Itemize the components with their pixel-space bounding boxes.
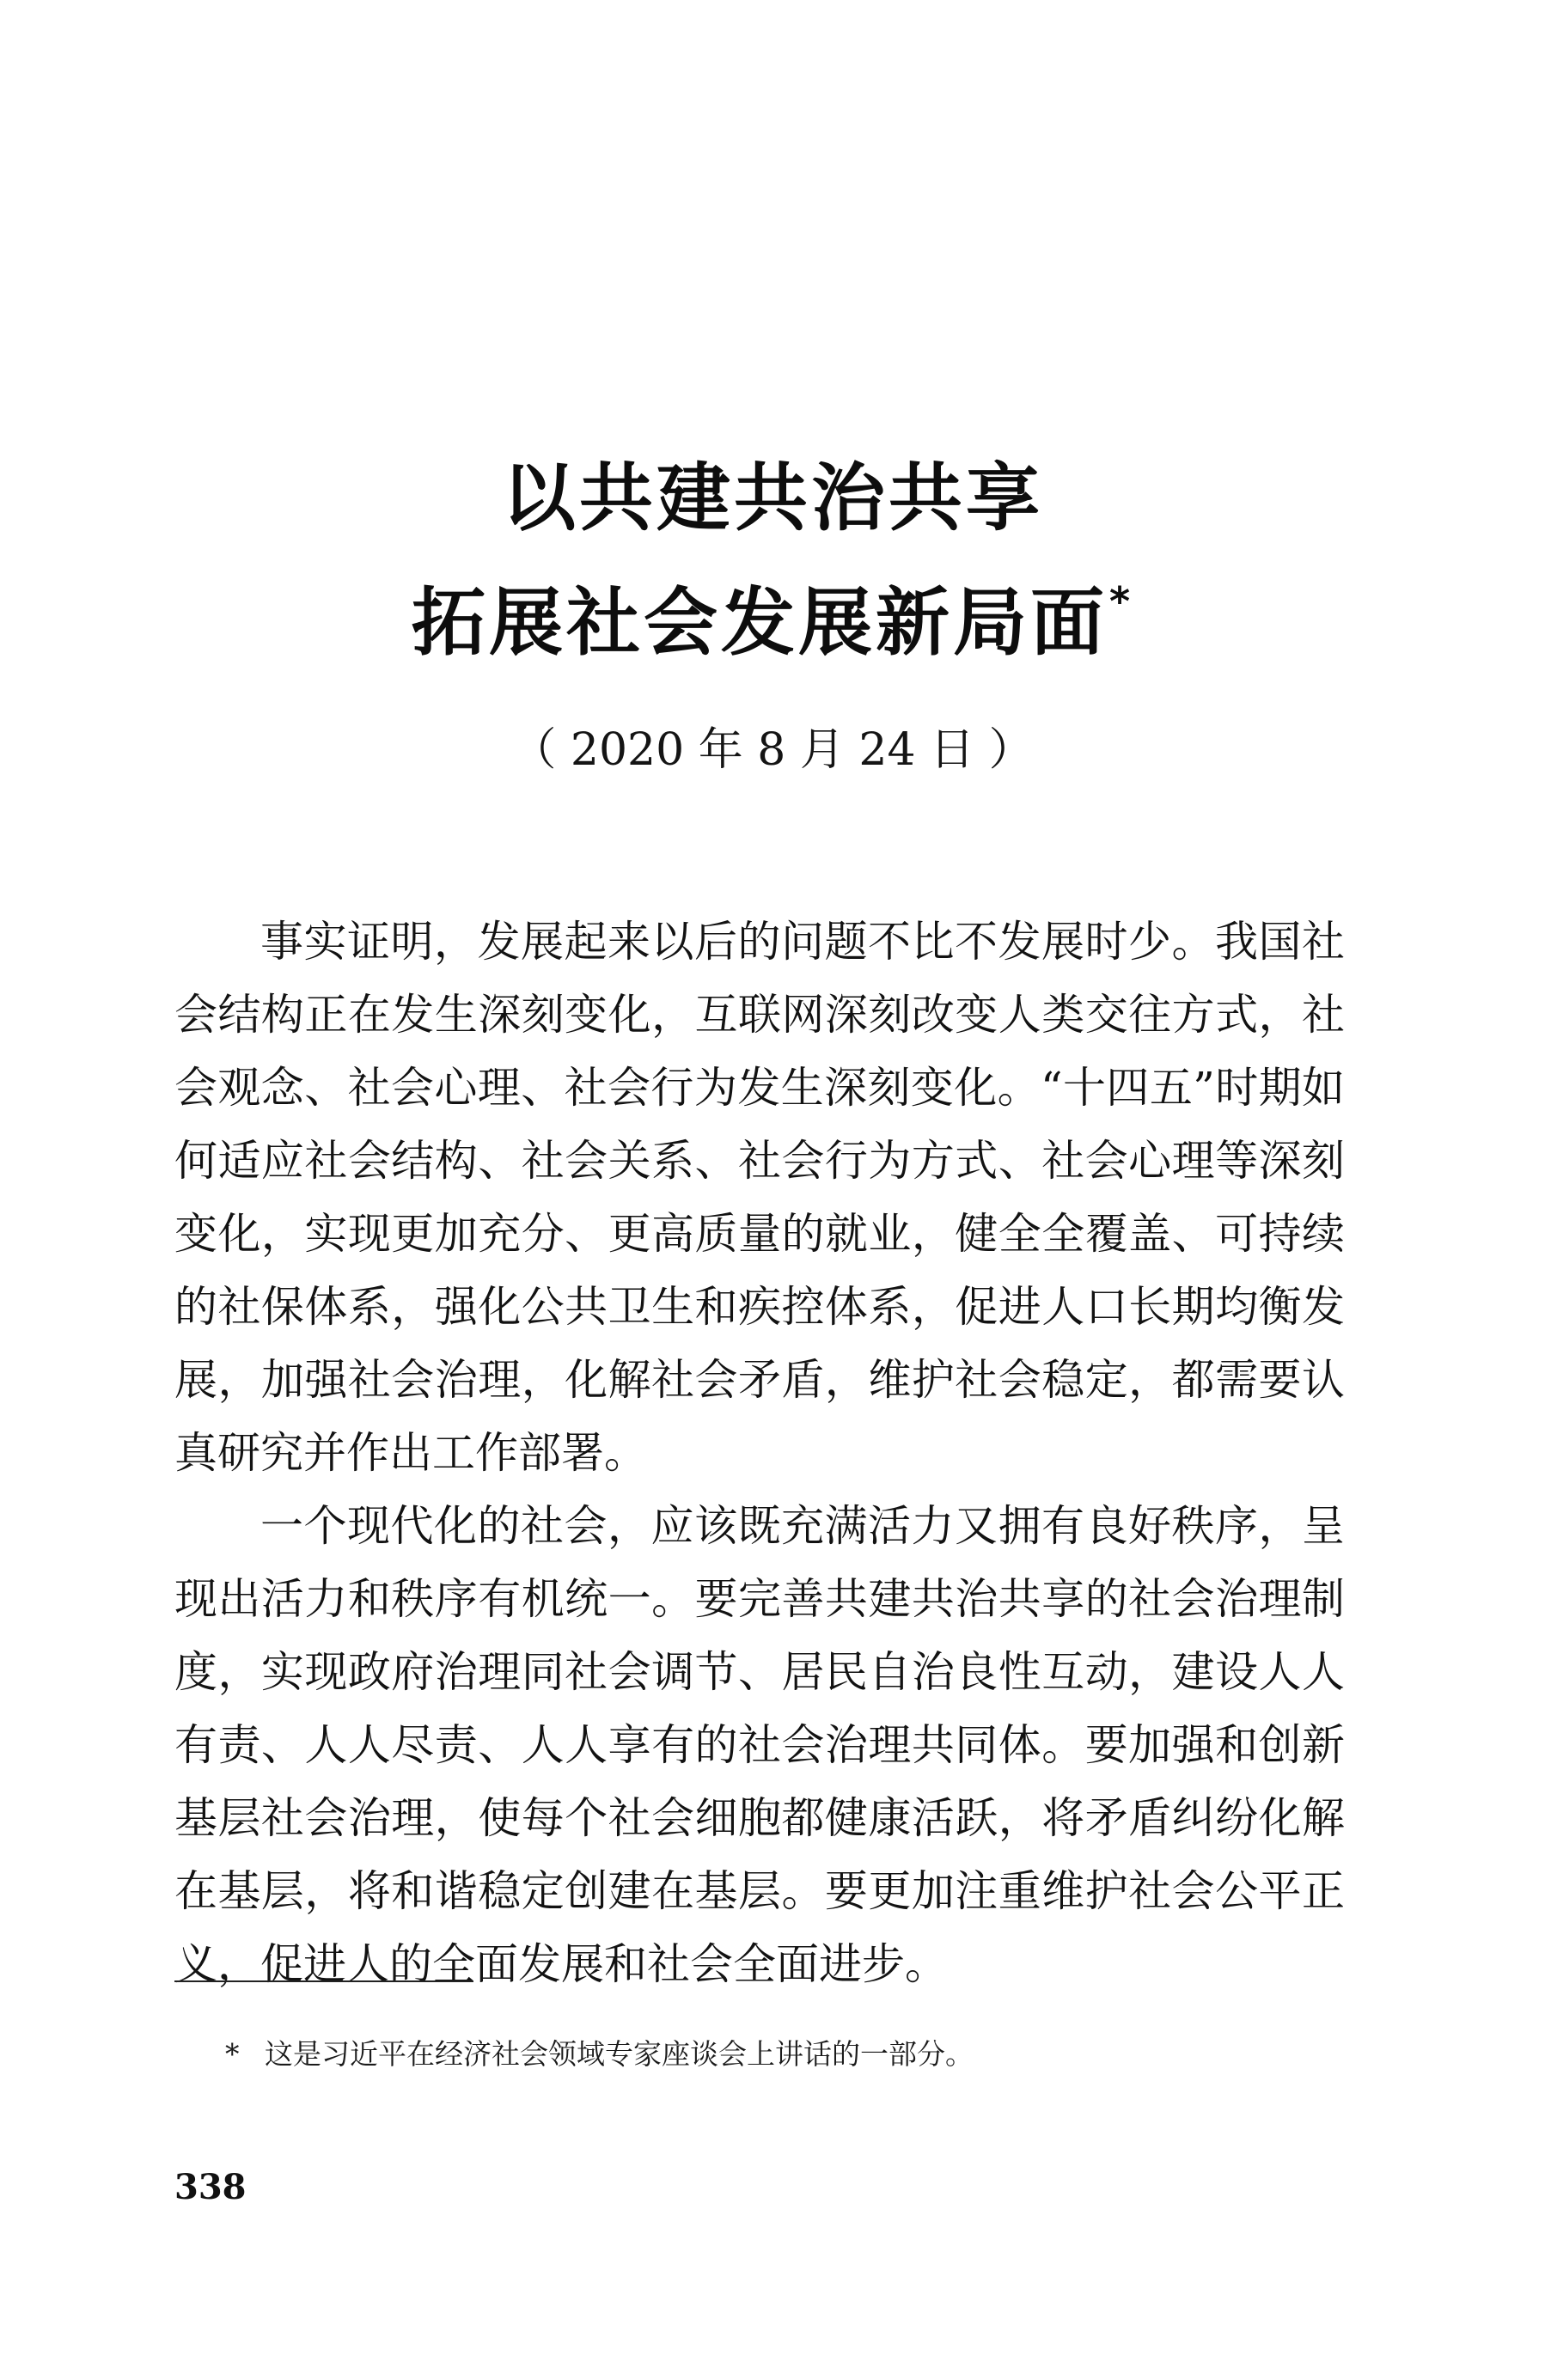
title-line-1: 以共建共治共享 (502, 455, 1043, 541)
footnote-text: 这是习近平在经济社会领域专家座谈会上讲话的一部分。 (265, 2037, 974, 2071)
body-paragraph-1: 事实证明，发展起来以后的问题不比不发展时少。我国社会结构正在发生深刻变化，互联网深刻改变人类交往方式，社会观念、社会心理、社会行为发生深刻变化。“十四五”时期如何适应社会结构、社会关系、社会行为方式、社会心理等深刻变化，实现更加充分、更高质量的就业，健全全覆盖、可持续的社保体系，强化公共卫生和疾控体系，促进人口长期均衡发展，加强社会治理，化解社会矛盾，维护社会稳定，都需要认真研究并作出工作部署。 (174, 917, 1345, 1478)
article-title (0, 447, 1545, 674)
footnote (225, 2035, 1342, 2074)
body-paragraph-2: 一个现代化的社会，应该既充满活力又拥有良好秩序，呈现出活力和秩序有机统一。要完善共建共治共享的社会治理制度，实现政府治理同社会调节、居民自治良性互动，建设人人有责、人人尽责、人人享有的社会治理共同体。要加强和创新基层社会治理，使每个社会细胞都健康活跃，将矛盾纠纷化解在基层，将和谐稳定创建在基层。要更加注重维护社会公平正义，促进人的全面发展和社会全面进步。 (174, 1501, 1345, 1989)
title-line-2 (0, 550, 1545, 674)
page-number: 338 (174, 2167, 247, 2207)
article-body (174, 906, 1345, 2001)
footnote-mark: * (225, 2037, 240, 2071)
article-date: （ 2020 年 8 月 24 日 ） (511, 724, 1034, 776)
footnote-divider (174, 1980, 473, 1982)
title-line-2-text: 拓展社会发展新局面 (411, 580, 1108, 666)
title-footnote-mark: * (1108, 578, 1134, 625)
